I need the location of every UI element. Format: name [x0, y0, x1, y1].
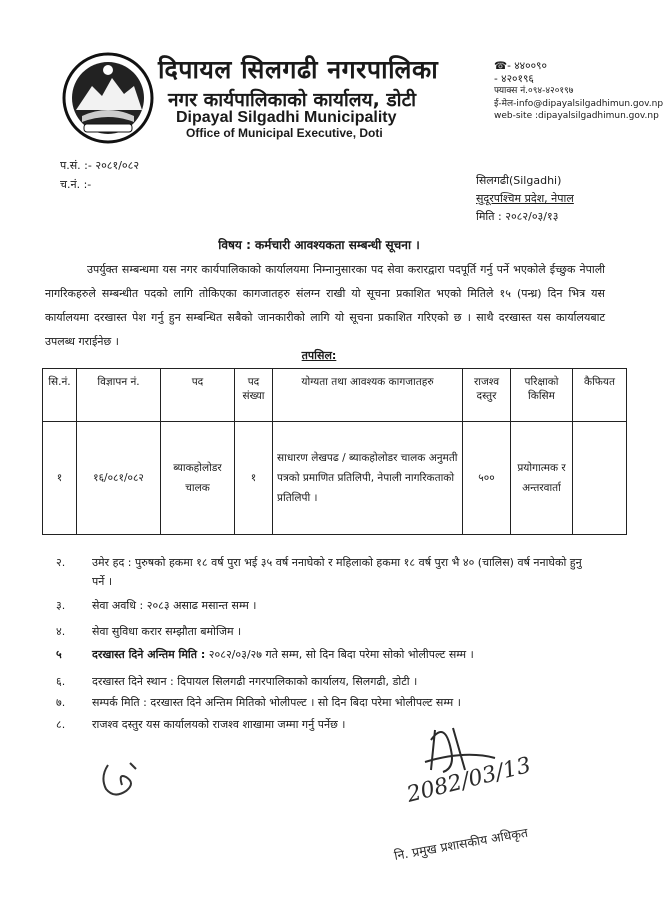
table-title: तपसिल:: [301, 349, 337, 362]
municipality-emblem-logo: [62, 52, 154, 144]
phone-1: ☎- ४४००९०: [494, 60, 547, 72]
table-row: [43, 422, 627, 535]
note-5: [56, 645, 612, 665]
address-block: [476, 172, 574, 226]
notice-date: मिति : २०८२/०३/१३: [476, 210, 559, 223]
org-name-nepali: दिपायल सिलगढी नगरपालिका: [158, 55, 439, 84]
website: web-site :dipayalsilgadhimun.gov.np: [494, 111, 659, 121]
note-text: राजश्व दस्तुर यस कार्यालयको राजश्व शाखामा जम्मा गर्नु पर्नेछ ।: [92, 718, 346, 731]
header-qualification: योग्यता तथा आवश्यक कागजातहरु: [273, 369, 463, 422]
contact-info: [494, 60, 663, 123]
note-4: [56, 622, 612, 642]
note-text: उमेर हद : पुरुषको हकमा १८ वर्ष पुरा भई ३५ वर्ष ननाघेको र महिलाको हकमा १८ वर्ष पुरा भै ४० (चालिस) वर्ष ननाघेको हुनु पर्ने ।: [92, 556, 582, 588]
cell-ad-no: १६/०८१/०८२: [77, 422, 161, 535]
deadline-label: दरखास्त दिने अन्तिम मिति :: [92, 648, 206, 661]
note-text-wrap: [92, 645, 592, 664]
cell-exam: प्रयोगात्मक र अन्तरवार्ता: [511, 422, 573, 535]
note-number: ८.: [56, 718, 66, 731]
body-paragraph: उपर्युक्त सम्बन्धमा यस नगर कार्यपालिकाको कार्यालयमा निम्नानुसारका पद सेवा करारद्वारा पदपूर्ति गर्नु पर्ने भएकोले ईच्छुक नेपाली नागरिकहरुले सम्बन्धीत पदको लागि तोकिएका कागजातहरु संलग्न राखी यो सूचना प्रकाशित भएको मितिले १५ (पन्ध्र) दिन भित्र यस कार्यालयमा दरखास्त पेश गर्नु हुन सम्बन्धित सबैको जानकारीको लागि यो सूचना प्रकाशित गरिएको छ । साथै दरखास्त यस कार्यालयबाट उपलब्ध गराईनेछ ।: [45, 263, 605, 348]
header-remarks: कैफियत: [573, 369, 627, 422]
header-count: पद संख्या: [235, 369, 273, 422]
note-text: सेवा अवधि : २०८३ असाढ मसान्त सम्म ।: [92, 599, 257, 612]
note-2: [56, 553, 612, 593]
address-province: सुदूरपश्चिम प्रदेश, नेपाल: [476, 192, 574, 205]
note-number: ४.: [56, 625, 66, 638]
note-text: सेवा सुविधा करार सम्झौता बमोजिम ।: [92, 625, 242, 638]
note-6: [56, 672, 612, 692]
notice-subject: विषय : कर्मचारी आवश्यकता सम्बन्धी सूचना ।: [218, 238, 420, 252]
signatory-title: नि. प्रमुख प्रशासकीय अधिकृत: [392, 824, 529, 863]
cell-fee: ५००: [463, 422, 511, 535]
office-name-english: Office of Municipal Executive, Doti: [186, 126, 383, 140]
phone-2: - ४२०१९६: [494, 72, 534, 85]
note-text: दरखास्त दिने स्थान : दिपायल सिलगढी नगरपालिकाको कार्यालय, सिलगढी, डोटी ।: [92, 675, 418, 688]
office-name-nepali: नगर कार्यपालिकाको कार्यालय, डोटी: [168, 89, 417, 111]
note-number: २.: [56, 556, 66, 569]
handwritten-signature: [392, 710, 575, 870]
cell-qualification: साधारण लेखपढ / ब्याकहोलोडर चालक अनुमती पत्रको प्रमाणित प्रतिलिपी, नेपाली नागरिकताको प्रतिलिपी ।: [273, 422, 463, 535]
cell-remarks: [573, 422, 627, 535]
note-number: ६.: [56, 675, 66, 688]
cell-count: १: [235, 422, 273, 535]
note-number: ३.: [56, 599, 66, 612]
note-number: ५: [56, 648, 62, 661]
cell-post: ब्याकहोलोडर चालक: [161, 422, 235, 535]
table-header-row: [43, 369, 627, 422]
note-3: [56, 596, 612, 616]
note-number: ७.: [56, 696, 66, 709]
header-exam: परिक्षाको किसिम: [511, 369, 573, 422]
fax: फ्याक्स नं.०९४-४२०१९७: [494, 86, 574, 96]
requirements-table: [42, 368, 627, 535]
cell-sn: १: [43, 422, 77, 535]
reference-ps: प.सं. :- २०८१/०८२: [60, 159, 140, 172]
address-place: सिलगढी(Silgadhi): [476, 174, 562, 187]
reference-cn: च.नं. :-: [60, 178, 92, 191]
org-name-english: Dipayal Silgadhi Municipality: [176, 109, 397, 126]
header-post: पद: [161, 369, 235, 422]
header-sn: सि.नं.: [43, 369, 77, 422]
note-text: सम्पर्क मिति : दरखास्त दिने अन्तिम मितिको भोलीपल्ट । सो दिन बिदा परेमा भोलीपल्ट सम्म ।: [92, 696, 461, 709]
initials-mark-icon: [96, 755, 156, 805]
header-ad-no: विज्ञापन नं.: [77, 369, 161, 422]
header-fee: राजश्व दस्तुर: [463, 369, 511, 422]
email: ई-मेल-info@dipayalsilgadhimun.gov.np: [494, 98, 663, 109]
note-text: २०८२/०३/२७ गते सम्म, सो दिन बिदा परेमा सोको भोलीपल्ट सम्म ।: [205, 648, 474, 661]
signature-date: 2082/03/13: [404, 752, 534, 808]
